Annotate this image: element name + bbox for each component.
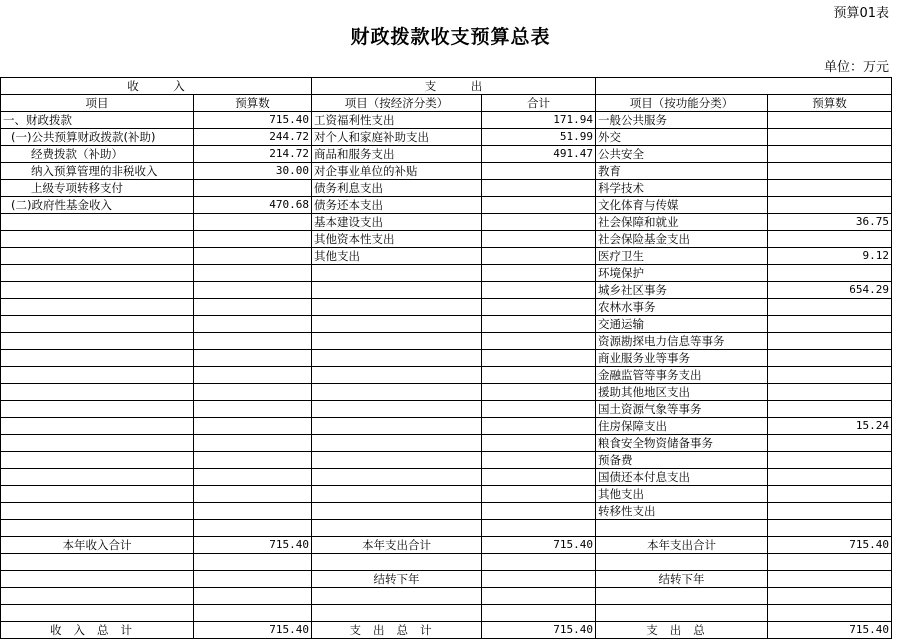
year-expense-value: 715.40 bbox=[482, 537, 596, 554]
econ-value bbox=[482, 520, 596, 537]
econ-value bbox=[482, 231, 596, 248]
func-item: 金融监管等事务支出 bbox=[596, 367, 768, 384]
func-value bbox=[768, 316, 892, 333]
econ-value bbox=[482, 180, 596, 197]
econ-item: 债务利息支出 bbox=[312, 180, 482, 197]
econ-value bbox=[482, 197, 596, 214]
econ-value bbox=[482, 265, 596, 282]
func-item: 外交 bbox=[596, 129, 768, 146]
blank-cell bbox=[768, 571, 892, 588]
income-value bbox=[194, 367, 312, 384]
income-value bbox=[194, 214, 312, 231]
grand-expense-value-func: 715.40 bbox=[768, 622, 892, 639]
table-row bbox=[1, 401, 892, 418]
func-value bbox=[768, 333, 892, 350]
func-item: 交通运输 bbox=[596, 316, 768, 333]
econ-item bbox=[312, 282, 482, 299]
func-item: 公共安全 bbox=[596, 146, 768, 163]
income-value bbox=[194, 401, 312, 418]
blank-cell bbox=[1, 554, 194, 571]
econ-item: 债务还本支出 bbox=[312, 197, 482, 214]
table-row bbox=[1, 146, 892, 163]
income-value bbox=[194, 469, 312, 486]
grand-expense-label-func: 支出总 bbox=[596, 622, 768, 639]
summary-row bbox=[1, 622, 892, 639]
table-row bbox=[1, 163, 892, 180]
income-value bbox=[194, 265, 312, 282]
func-value bbox=[768, 163, 892, 180]
table-row bbox=[1, 486, 892, 503]
income-item: (一)公共预算财政拨款(补助) bbox=[1, 129, 194, 146]
func-item: 援助其他地区支出 bbox=[596, 384, 768, 401]
blank-cell bbox=[194, 605, 312, 622]
income-value bbox=[194, 503, 312, 520]
income-item bbox=[1, 299, 194, 316]
func-value bbox=[768, 231, 892, 248]
col-budget2: 预算数 bbox=[768, 95, 892, 112]
econ-item bbox=[312, 401, 482, 418]
econ-value bbox=[482, 486, 596, 503]
econ-value bbox=[482, 452, 596, 469]
func-item: 粮食安全物资储备事务 bbox=[596, 435, 768, 452]
econ-item bbox=[312, 316, 482, 333]
income-item: 纳入预算管理的非税收入 bbox=[1, 163, 194, 180]
func-item: 环境保护 bbox=[596, 265, 768, 282]
func-value: 15.24 bbox=[768, 418, 892, 435]
income-item bbox=[1, 503, 194, 520]
func-value bbox=[768, 469, 892, 486]
func-value bbox=[768, 401, 892, 418]
func-item: 商业服务业等事务 bbox=[596, 350, 768, 367]
income-value bbox=[194, 299, 312, 316]
econ-item bbox=[312, 435, 482, 452]
table-row bbox=[1, 367, 892, 384]
expense-header: 支 出 bbox=[312, 78, 596, 95]
table-row bbox=[1, 384, 892, 401]
grand-income-value: 715.40 bbox=[194, 622, 312, 639]
blank-cell bbox=[768, 605, 892, 622]
func-value bbox=[768, 503, 892, 520]
summary-row bbox=[1, 537, 892, 554]
income-value bbox=[194, 452, 312, 469]
income-item bbox=[1, 231, 194, 248]
income-item bbox=[1, 350, 194, 367]
econ-value: 491.47 bbox=[482, 146, 596, 163]
grand-income-label: 收入总计 bbox=[1, 622, 194, 639]
income-value bbox=[194, 435, 312, 452]
income-item bbox=[1, 384, 194, 401]
blank-cell bbox=[768, 588, 892, 605]
blank-cell bbox=[194, 554, 312, 571]
blank-cell bbox=[596, 554, 768, 571]
income-item bbox=[1, 282, 194, 299]
econ-item: 对企事业单位的补贴 bbox=[312, 163, 482, 180]
income-header: 收 入 bbox=[1, 78, 312, 95]
blank-cell bbox=[312, 588, 482, 605]
carry-label-func: 结转下年 bbox=[596, 571, 768, 588]
table-row bbox=[1, 435, 892, 452]
blank-cell bbox=[1, 571, 194, 588]
income-value: 715.40 bbox=[194, 112, 312, 129]
econ-item bbox=[312, 265, 482, 282]
income-item: (二)政府性基金收入 bbox=[1, 197, 194, 214]
func-item: 科学技术 bbox=[596, 180, 768, 197]
col-item-func: 项目（按功能分类） bbox=[596, 95, 768, 112]
econ-value bbox=[482, 418, 596, 435]
form-number: 预算01表 bbox=[833, 6, 889, 21]
income-item bbox=[1, 520, 194, 537]
blank-cell bbox=[312, 554, 482, 571]
econ-value bbox=[482, 248, 596, 265]
func-item: 社会保险基金支出 bbox=[596, 231, 768, 248]
func-value bbox=[768, 146, 892, 163]
blank-cell bbox=[194, 571, 312, 588]
table-row bbox=[1, 316, 892, 333]
func-item: 社会保障和就业 bbox=[596, 214, 768, 231]
blank-cell bbox=[482, 571, 596, 588]
econ-item bbox=[312, 452, 482, 469]
income-value: 470.68 bbox=[194, 197, 312, 214]
econ-item bbox=[312, 350, 482, 367]
econ-item bbox=[312, 367, 482, 384]
income-item bbox=[1, 214, 194, 231]
econ-value bbox=[482, 163, 596, 180]
col-item-econ: 项目（按经济分类） bbox=[312, 95, 482, 112]
income-item bbox=[1, 418, 194, 435]
func-item: 城乡社区事务 bbox=[596, 282, 768, 299]
func-value bbox=[768, 350, 892, 367]
income-value bbox=[194, 333, 312, 350]
page-title: 财政拨款收支预算总表 bbox=[350, 26, 551, 48]
table-row bbox=[1, 248, 892, 265]
blank-cell bbox=[1, 588, 194, 605]
func-value bbox=[768, 299, 892, 316]
income-value bbox=[194, 384, 312, 401]
income-item bbox=[1, 367, 194, 384]
col-item: 项目 bbox=[1, 95, 194, 112]
income-item bbox=[1, 265, 194, 282]
func-value: 9.12 bbox=[768, 248, 892, 265]
econ-item bbox=[312, 384, 482, 401]
econ-item: 工资福利性支出 bbox=[312, 112, 482, 129]
func-item: 住房保障支出 bbox=[596, 418, 768, 435]
unit-label: 单位：万元 bbox=[823, 60, 889, 75]
econ-item: 基本建设支出 bbox=[312, 214, 482, 231]
econ-item bbox=[312, 299, 482, 316]
year-expense-value-func: 715.40 bbox=[768, 537, 892, 554]
func-item: 转移性支出 bbox=[596, 503, 768, 520]
blank-header bbox=[596, 78, 892, 95]
income-item: 经费拨款（补助） bbox=[1, 146, 194, 163]
func-item: 一般公共服务 bbox=[596, 112, 768, 129]
income-item: 一、财政拨款 bbox=[1, 112, 194, 129]
econ-value bbox=[482, 469, 596, 486]
table-row bbox=[1, 265, 892, 282]
year-income-value: 715.40 bbox=[194, 537, 312, 554]
blank-cell bbox=[482, 588, 596, 605]
econ-value bbox=[482, 367, 596, 384]
func-value bbox=[768, 180, 892, 197]
func-value bbox=[768, 129, 892, 146]
header-row-2 bbox=[1, 95, 892, 112]
func-value: 654.29 bbox=[768, 282, 892, 299]
econ-item bbox=[312, 333, 482, 350]
func-value bbox=[768, 452, 892, 469]
table-row bbox=[1, 452, 892, 469]
econ-value bbox=[482, 299, 596, 316]
income-value bbox=[194, 231, 312, 248]
econ-item bbox=[312, 486, 482, 503]
income-value bbox=[194, 350, 312, 367]
table-row bbox=[1, 112, 892, 129]
econ-value: 171.94 bbox=[482, 112, 596, 129]
econ-value bbox=[482, 350, 596, 367]
income-item bbox=[1, 248, 194, 265]
carry-label: 结转下年 bbox=[312, 571, 482, 588]
table-row bbox=[1, 503, 892, 520]
func-item bbox=[596, 520, 768, 537]
table-row bbox=[1, 231, 892, 248]
econ-value bbox=[482, 435, 596, 452]
blank-cell bbox=[1, 605, 194, 622]
econ-item bbox=[312, 418, 482, 435]
table-row bbox=[1, 469, 892, 486]
table-row bbox=[1, 350, 892, 367]
year-expense-label: 本年支出合计 bbox=[312, 537, 482, 554]
econ-item bbox=[312, 503, 482, 520]
income-item bbox=[1, 435, 194, 452]
summary-row bbox=[1, 605, 892, 622]
func-value bbox=[768, 486, 892, 503]
table-row bbox=[1, 282, 892, 299]
blank-cell bbox=[194, 588, 312, 605]
func-item: 其他支出 bbox=[596, 486, 768, 503]
func-value: 36.75 bbox=[768, 214, 892, 231]
econ-item: 其他支出 bbox=[312, 248, 482, 265]
budget-table bbox=[0, 77, 892, 639]
econ-value bbox=[482, 316, 596, 333]
income-item bbox=[1, 469, 194, 486]
func-value bbox=[768, 197, 892, 214]
income-value bbox=[194, 418, 312, 435]
summary-row bbox=[1, 571, 892, 588]
econ-item bbox=[312, 520, 482, 537]
table-row bbox=[1, 129, 892, 146]
col-total: 合计 bbox=[482, 95, 596, 112]
func-value bbox=[768, 265, 892, 282]
econ-value bbox=[482, 214, 596, 231]
col-budget: 预算数 bbox=[194, 95, 312, 112]
income-value bbox=[194, 180, 312, 197]
func-item: 教育 bbox=[596, 163, 768, 180]
econ-item: 其他资本性支出 bbox=[312, 231, 482, 248]
blank-cell bbox=[596, 588, 768, 605]
income-value: 30.00 bbox=[194, 163, 312, 180]
table-row bbox=[1, 180, 892, 197]
func-value bbox=[768, 520, 892, 537]
table-row bbox=[1, 333, 892, 350]
summary-row bbox=[1, 588, 892, 605]
func-item: 农林水事务 bbox=[596, 299, 768, 316]
income-item bbox=[1, 401, 194, 418]
summary-row bbox=[1, 554, 892, 571]
func-item: 文化体育与传媒 bbox=[596, 197, 768, 214]
income-value bbox=[194, 248, 312, 265]
grand-expense-value: 715.40 bbox=[482, 622, 596, 639]
income-item: 上级专项转移支付 bbox=[1, 180, 194, 197]
income-value bbox=[194, 316, 312, 333]
income-item bbox=[1, 316, 194, 333]
econ-value bbox=[482, 503, 596, 520]
blank-cell bbox=[312, 605, 482, 622]
income-value: 214.72 bbox=[194, 146, 312, 163]
table-row bbox=[1, 520, 892, 537]
year-expense-label-func: 本年支出合计 bbox=[596, 537, 768, 554]
blank-cell bbox=[768, 554, 892, 571]
table-row bbox=[1, 418, 892, 435]
blank-cell bbox=[482, 605, 596, 622]
income-item bbox=[1, 452, 194, 469]
income-value bbox=[194, 520, 312, 537]
grand-expense-label: 支出总计 bbox=[312, 622, 482, 639]
econ-value bbox=[482, 401, 596, 418]
func-value bbox=[768, 384, 892, 401]
table-row bbox=[1, 299, 892, 316]
func-item: 预备费 bbox=[596, 452, 768, 469]
func-value bbox=[768, 367, 892, 384]
income-value bbox=[194, 282, 312, 299]
econ-value bbox=[482, 384, 596, 401]
income-value: 244.72 bbox=[194, 129, 312, 146]
econ-item: 对个人和家庭补助支出 bbox=[312, 129, 482, 146]
year-income-label: 本年收入合计 bbox=[1, 537, 194, 554]
income-item bbox=[1, 333, 194, 350]
econ-item bbox=[312, 469, 482, 486]
func-value bbox=[768, 112, 892, 129]
blank-cell bbox=[596, 605, 768, 622]
econ-value: 51.99 bbox=[482, 129, 596, 146]
econ-item: 商品和服务支出 bbox=[312, 146, 482, 163]
func-item: 国土资源气象等事务 bbox=[596, 401, 768, 418]
table-row bbox=[1, 214, 892, 231]
blank-cell bbox=[482, 554, 596, 571]
func-item: 医疗卫生 bbox=[596, 248, 768, 265]
header-row-1 bbox=[1, 78, 892, 95]
table-row bbox=[1, 197, 892, 214]
func-item: 资源勘探电力信息等事务 bbox=[596, 333, 768, 350]
econ-value bbox=[482, 282, 596, 299]
income-item bbox=[1, 486, 194, 503]
func-item: 国债还本付息支出 bbox=[596, 469, 768, 486]
econ-value bbox=[482, 333, 596, 350]
income-value bbox=[194, 486, 312, 503]
func-value bbox=[768, 435, 892, 452]
